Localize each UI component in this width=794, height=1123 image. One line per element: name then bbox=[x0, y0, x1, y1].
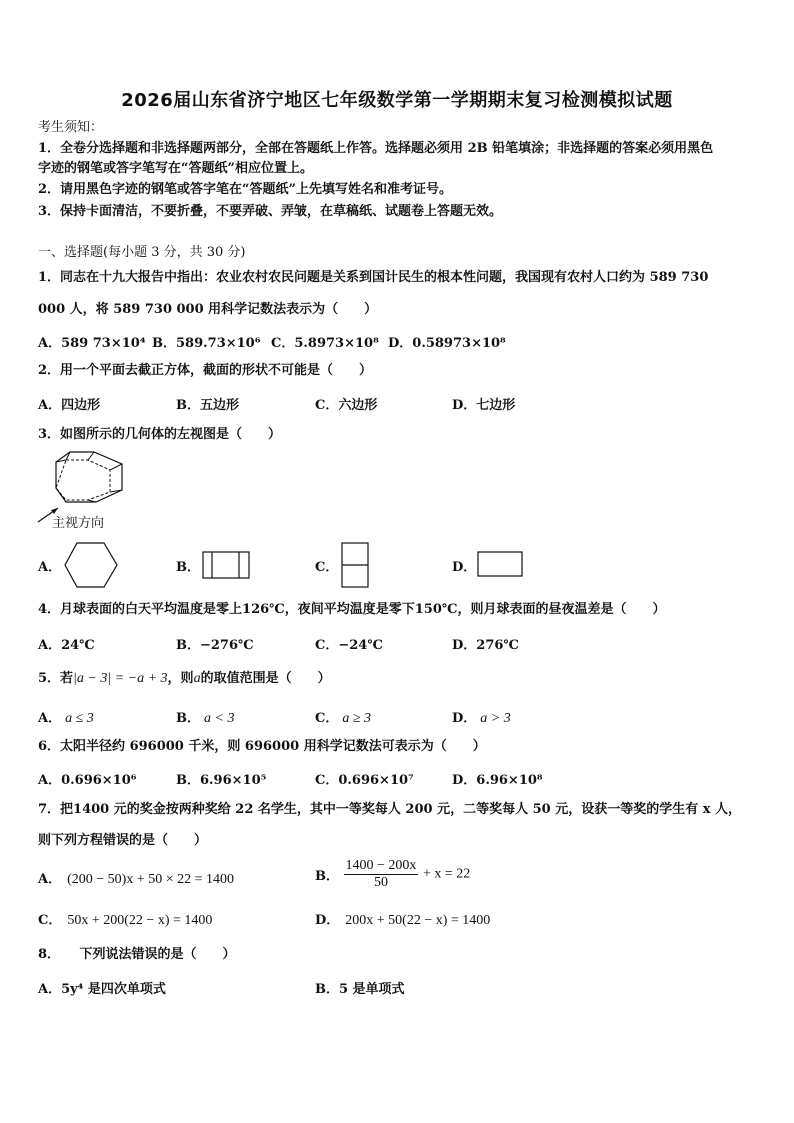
q7-option-d bbox=[315, 909, 490, 929]
q5-option-d-math: a > 3 bbox=[480, 711, 511, 726]
q7-option-a-label: A． bbox=[38, 872, 62, 887]
q6-option-b: B．6.96×10⁵ bbox=[176, 773, 267, 788]
q1-stem-cont: 000 人，将 589 730 000 用科学记数法表示为（ ） bbox=[38, 302, 378, 317]
q8-stem: 8． 下列说法错误的是（ ） bbox=[38, 947, 236, 962]
q4-option-c: C．−24℃ bbox=[315, 638, 383, 653]
three-rectangles-shape-icon bbox=[202, 551, 250, 579]
notice-item-1-cont: 字迹的钢笔或答字笔写在“答题纸”相应位置上。 bbox=[38, 161, 313, 176]
q7-option-c-math: 50x + 200(22 − x) = 1400 bbox=[67, 913, 213, 928]
q7-stem: 7．把1400 元的奖金按两种奖给 22 名学生，其中一等奖每人 200 元，二等奖每人 50 元，设获一等奖的学生有 x 人， bbox=[38, 802, 742, 817]
q7-option-b-label: B． bbox=[315, 869, 339, 884]
q7-option-c bbox=[38, 909, 212, 929]
q7-option-c-label: C． bbox=[38, 913, 62, 928]
q5-stem-prefix: 5．若 bbox=[38, 671, 74, 686]
q5-stem-mid: ，则 bbox=[167, 671, 194, 686]
q6-option-a: A．0.696×10⁶ bbox=[38, 773, 137, 788]
q3-option-d-label: D． bbox=[452, 560, 477, 575]
q4-option-b: B．−276℃ bbox=[176, 638, 254, 653]
q3-stem: 3．如图所示的几何体的左视图是（ ） bbox=[38, 427, 282, 442]
q4-option-a: A．24℃ bbox=[38, 638, 95, 653]
notice-item-2: 2．请用黑色字迹的钢笔或答字笔在“答题纸”上先填写姓名和准考证号。 bbox=[38, 182, 453, 197]
q2-option-a: A．四边形 bbox=[38, 398, 101, 413]
q6-option-c: C．0.696×10⁷ bbox=[315, 773, 414, 788]
rectangle-shape-icon bbox=[477, 551, 523, 577]
q6-stem: 6．太阳半径约 696000 千米，则 696000 用科学记数法可表示为（ ） bbox=[38, 739, 486, 754]
q1-option-b: B．589.73×10⁶ bbox=[152, 336, 261, 351]
q1-option-c: C．5.8973×10⁸ bbox=[271, 336, 379, 351]
q2-option-c: C．六边形 bbox=[315, 398, 378, 413]
two-stacked-squares-shape-icon bbox=[341, 542, 369, 588]
q1-stem: 1．同志在十九大报告中指出：农业农村农民问题是关系到国计民生的根本性问题，我国现有农村人口约为 589 730 bbox=[38, 270, 709, 285]
q4-stem: 4．月球表面的白天平均温度是零上126℃，夜间平均温度是零下150℃，则月球表面的昼夜温差是（ ） bbox=[38, 602, 666, 617]
q3-option-a-label: A． bbox=[38, 560, 62, 575]
q7-option-b-numerator: 1400 − 200x bbox=[345, 858, 417, 873]
notice-item-3: 3．保持卡面清洁，不要折叠，不要弄破、弄皱，在草稿纸、试题卷上答题无效。 bbox=[38, 204, 503, 219]
q7-option-a-math: (200 − 50)x + 50 × 22 = 1400 bbox=[67, 872, 234, 887]
q7-stem-cont: 则下列方程错误的是（ ） bbox=[38, 833, 208, 848]
q8-option-b: B．5 是单项式 bbox=[315, 982, 405, 997]
notice-heading: 考生须知： bbox=[38, 120, 104, 135]
q5-variable: a bbox=[193, 671, 201, 686]
q3-option-b-label: B． bbox=[176, 560, 200, 575]
q1-option-d: D．0.58973×10⁸ bbox=[388, 336, 506, 351]
q2-stem: 2．用一个平面去截正方体，截面的形状不可能是（ ） bbox=[38, 363, 373, 378]
notice-item-1: 1．全卷分选择题和非选择题两部分，全部在答题纸上作答。选择题必须用 2B 铅笔填涂；非选择题的答案必须用黑色 bbox=[38, 141, 714, 156]
q5-equation: |a − 3| = −a + 3 bbox=[73, 671, 168, 686]
q5-option-d bbox=[452, 707, 511, 727]
q8-option-a: A．5y⁴ 是四次单项式 bbox=[38, 982, 166, 997]
q7-option-d-label: D． bbox=[315, 913, 340, 928]
q5-stem-suffix: 的取值范围是（ ） bbox=[200, 671, 331, 686]
q7-option-b-fraction bbox=[344, 858, 419, 891]
q7-option-a bbox=[38, 868, 234, 888]
q5-option-b-math: a < 3 bbox=[204, 711, 235, 726]
q5-option-c-label: C． bbox=[315, 711, 339, 726]
q5-option-b-label: B． bbox=[176, 711, 200, 726]
q5-option-b bbox=[176, 707, 234, 727]
q5-option-d-label: D． bbox=[452, 711, 477, 726]
q5-option-a-label: A． bbox=[38, 711, 62, 726]
q6-option-d: D．6.96×10⁸ bbox=[452, 773, 543, 788]
q7-option-b-denominator: 50 bbox=[373, 875, 388, 890]
view-direction-caption: 主视方向 bbox=[52, 516, 105, 531]
q5-option-a bbox=[38, 707, 94, 727]
q1-option-a: A．589 73×10⁴ bbox=[38, 336, 146, 351]
page-title: 2026届山东省济宁地区七年级数学第一学期期末复习检测模拟试题 bbox=[121, 90, 673, 111]
q7-option-b bbox=[315, 858, 470, 891]
q5-option-c bbox=[315, 707, 371, 727]
hexagon-shape-icon bbox=[64, 542, 118, 588]
q5-option-a-math: a ≤ 3 bbox=[65, 711, 94, 726]
q3-option-c-label: C． bbox=[315, 560, 339, 575]
q2-option-d: D．七边形 bbox=[452, 398, 516, 413]
q2-option-b: B．五边形 bbox=[176, 398, 239, 413]
section-heading: 一、选择题(每小题 3 分，共 30 分) bbox=[38, 245, 246, 260]
q4-option-d: D．276℃ bbox=[452, 638, 519, 653]
q5-option-c-math: a ≥ 3 bbox=[342, 711, 372, 726]
q5-stem bbox=[38, 670, 331, 688]
q7-option-d-math: 200x + 50(22 − x) = 1400 bbox=[345, 913, 491, 928]
q7-option-b-rest: + x = 22 bbox=[422, 866, 471, 882]
